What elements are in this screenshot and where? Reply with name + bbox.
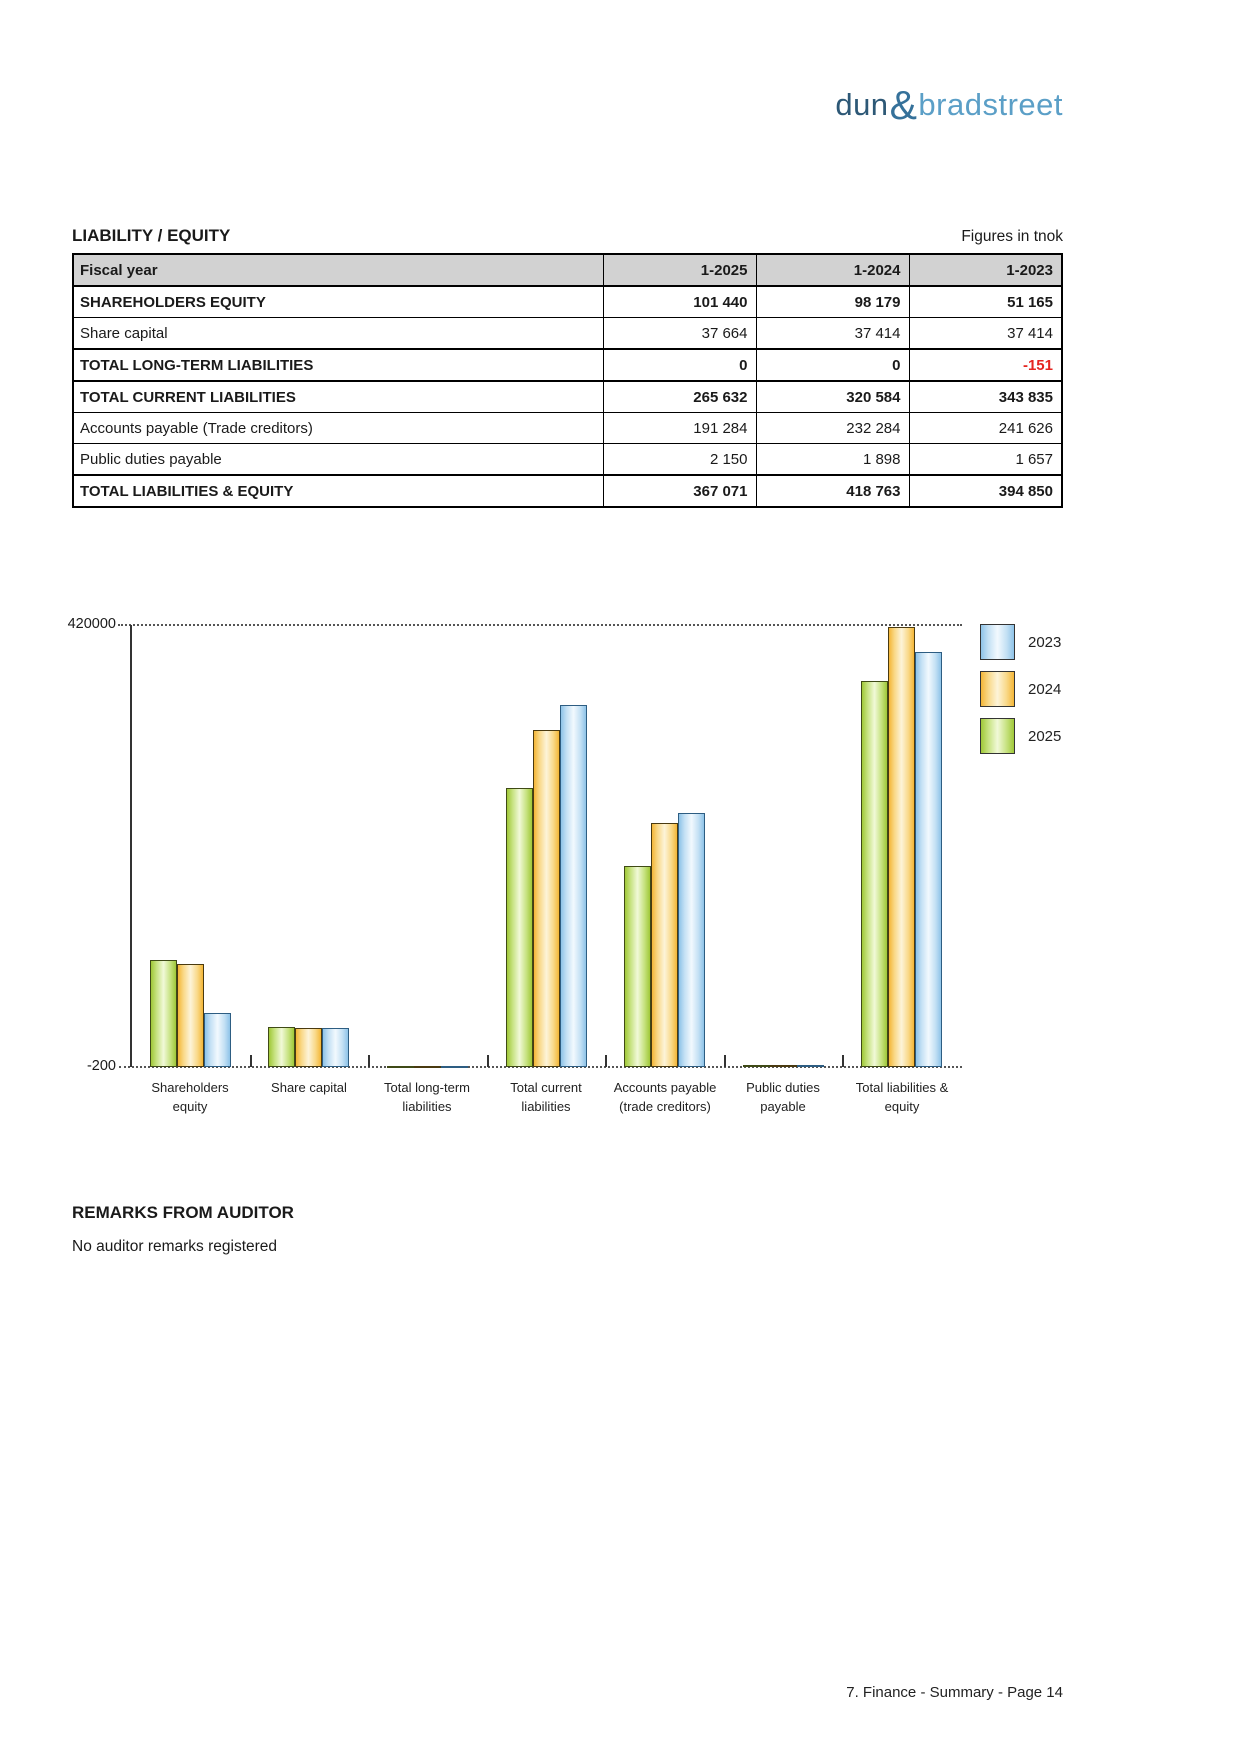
bar-2025-shareholders-equity: [150, 960, 177, 1067]
cell-value: 98 179: [756, 286, 909, 318]
remarks-heading: REMARKS FROM AUDITOR: [72, 1203, 294, 1222]
x-axis-label-total-long-term-liabilities: Total long-term liabilities: [384, 1080, 470, 1114]
table-row: [73, 286, 1062, 318]
logo-word-bradstreet: bradstreet: [918, 87, 1063, 122]
cell-value: 37 664: [603, 318, 756, 350]
bar-2024-share-capital: [295, 1028, 322, 1067]
cell-value: 1 898: [756, 444, 909, 476]
bar-2023-total-long-term-liabilities: [441, 1066, 468, 1068]
table-row: [73, 475, 1062, 507]
section-heading-row: [72, 226, 1063, 246]
units-note: Figures in tnok: [961, 228, 1063, 245]
bar-2024-shareholders-equity: [177, 964, 204, 1067]
x-axis-tick: [250, 1055, 252, 1067]
row-label: Accounts payable (Trade creditors): [73, 413, 603, 444]
table-row: [73, 349, 1062, 381]
legend-swatch-2023-icon: [980, 624, 1015, 660]
legend-label: 2024: [1028, 680, 1062, 698]
cell-value: 320 584: [756, 381, 909, 413]
bar-2025-total-long-term-liabilities: [387, 1066, 414, 1068]
col-header-1-2024: 1-2024: [756, 254, 909, 286]
row-label: SHAREHOLDERS EQUITY: [73, 286, 603, 318]
bar-2023-public-duties-payable: [797, 1065, 824, 1067]
x-axis-tick: [368, 1055, 370, 1067]
cell-value: 241 626: [909, 413, 1062, 444]
cell-value: 394 850: [909, 475, 1062, 507]
cell-value: 51 165: [909, 286, 1062, 318]
cell-value: 37 414: [756, 318, 909, 350]
x-axis-tick: [724, 1055, 726, 1067]
x-axis-label-total-liabilities-equity: Total liabilities & equity: [855, 1080, 949, 1114]
page-footer: 7. Finance - Summary - Page 14: [846, 1684, 1063, 1701]
x-axis-label-total-current-liabilities: Total current liabilities: [510, 1080, 582, 1114]
x-axis-tick: [842, 1055, 844, 1067]
x-axis-label-shareholders-equity: Shareholders equity: [151, 1080, 229, 1114]
legend-item-2023: [980, 624, 1061, 660]
cell-value: 101 440: [603, 286, 756, 318]
row-label: TOTAL LONG-TERM LIABILITIES: [73, 349, 603, 381]
bar-2025-total-current-liabilities: [506, 788, 533, 1067]
chart-top-gridline: [118, 624, 962, 626]
col-header-1-2025: 1-2025: [603, 254, 756, 286]
x-axis-label-share-capital: Share capital: [271, 1080, 347, 1095]
cell-value: 2 150: [603, 444, 756, 476]
chart-y-axis: [130, 625, 132, 1067]
legend-swatch-2025-icon: [980, 718, 1015, 754]
table-row: [73, 444, 1062, 476]
table-row: [73, 381, 1062, 413]
bar-2025-share-capital: [268, 1027, 295, 1067]
bar-2024-accounts-payable-trade-creditors: [651, 823, 678, 1067]
bar-2023-total-current-liabilities: [560, 705, 587, 1067]
col-header-fiscal-year: Fiscal year: [73, 254, 603, 286]
bar-2023-total-liabilities-equity: [915, 652, 942, 1067]
liability-equity-table: [72, 253, 1063, 508]
bar-2024-total-long-term-liabilities: [414, 1066, 441, 1068]
cell-value: 265 632: [603, 381, 756, 413]
x-axis-label-public-duties-payable: Public duties payable: [746, 1080, 820, 1114]
dun-and-bradstreet-logo: [835, 78, 1063, 128]
cell-value: 1 657: [909, 444, 1062, 476]
y-axis-max-label: 420000: [67, 616, 116, 632]
x-axis-tick: [605, 1055, 607, 1067]
bar-2023-accounts-payable-trade-creditors: [678, 813, 705, 1067]
section-title: LIABILITY / EQUITY: [72, 226, 231, 245]
cell-value: 232 284: [756, 413, 909, 444]
bar-2025-public-duties-payable: [743, 1065, 770, 1067]
ampersand-logo-icon: &: [889, 82, 918, 128]
x-axis-tick: [487, 1055, 489, 1067]
cell-value: 367 071: [603, 475, 756, 507]
bar-2024-total-liabilities-equity: [888, 627, 915, 1067]
legend-label: 2025: [1028, 727, 1062, 745]
bar-2023-shareholders-equity: [204, 1013, 231, 1067]
bar-2025-total-liabilities-equity: [861, 681, 888, 1067]
cell-value: 0: [756, 349, 909, 381]
cell-value: 418 763: [756, 475, 909, 507]
logo-word-dun: dun: [835, 87, 889, 122]
bar-2025-accounts-payable-trade-creditors: [624, 866, 651, 1067]
remarks-body: No auditor remarks registered: [72, 1238, 278, 1255]
row-label: TOTAL CURRENT LIABILITIES: [73, 381, 603, 413]
legend-item-2025: [980, 718, 1061, 754]
row-label: Public duties payable: [73, 444, 603, 476]
row-label: Share capital: [73, 318, 603, 350]
row-label: TOTAL LIABILITIES & EQUITY: [73, 475, 603, 507]
cell-value: 0: [603, 349, 756, 381]
table-row: [73, 318, 1062, 350]
col-header-1-2023: 1-2023: [909, 254, 1062, 286]
legend-label: 2023: [1028, 633, 1062, 651]
cell-value-negative: -151: [909, 349, 1062, 381]
bar-2023-share-capital: [322, 1028, 349, 1067]
cell-value: 191 284: [603, 413, 756, 444]
table-header-row: [73, 254, 1062, 286]
legend-swatch-2024-icon: [980, 671, 1015, 707]
legend-item-2024: [980, 671, 1061, 707]
bar-2024-public-duties-payable: [770, 1065, 797, 1067]
cell-value: 343 835: [909, 381, 1062, 413]
x-axis-label-accounts-payable-trade-creditors: Accounts payable (trade creditors): [613, 1080, 717, 1114]
y-axis-min-label: -200: [86, 1058, 116, 1074]
table-row: [73, 413, 1062, 444]
bar-2024-total-current-liabilities: [533, 730, 560, 1067]
cell-value: 37 414: [909, 318, 1062, 350]
